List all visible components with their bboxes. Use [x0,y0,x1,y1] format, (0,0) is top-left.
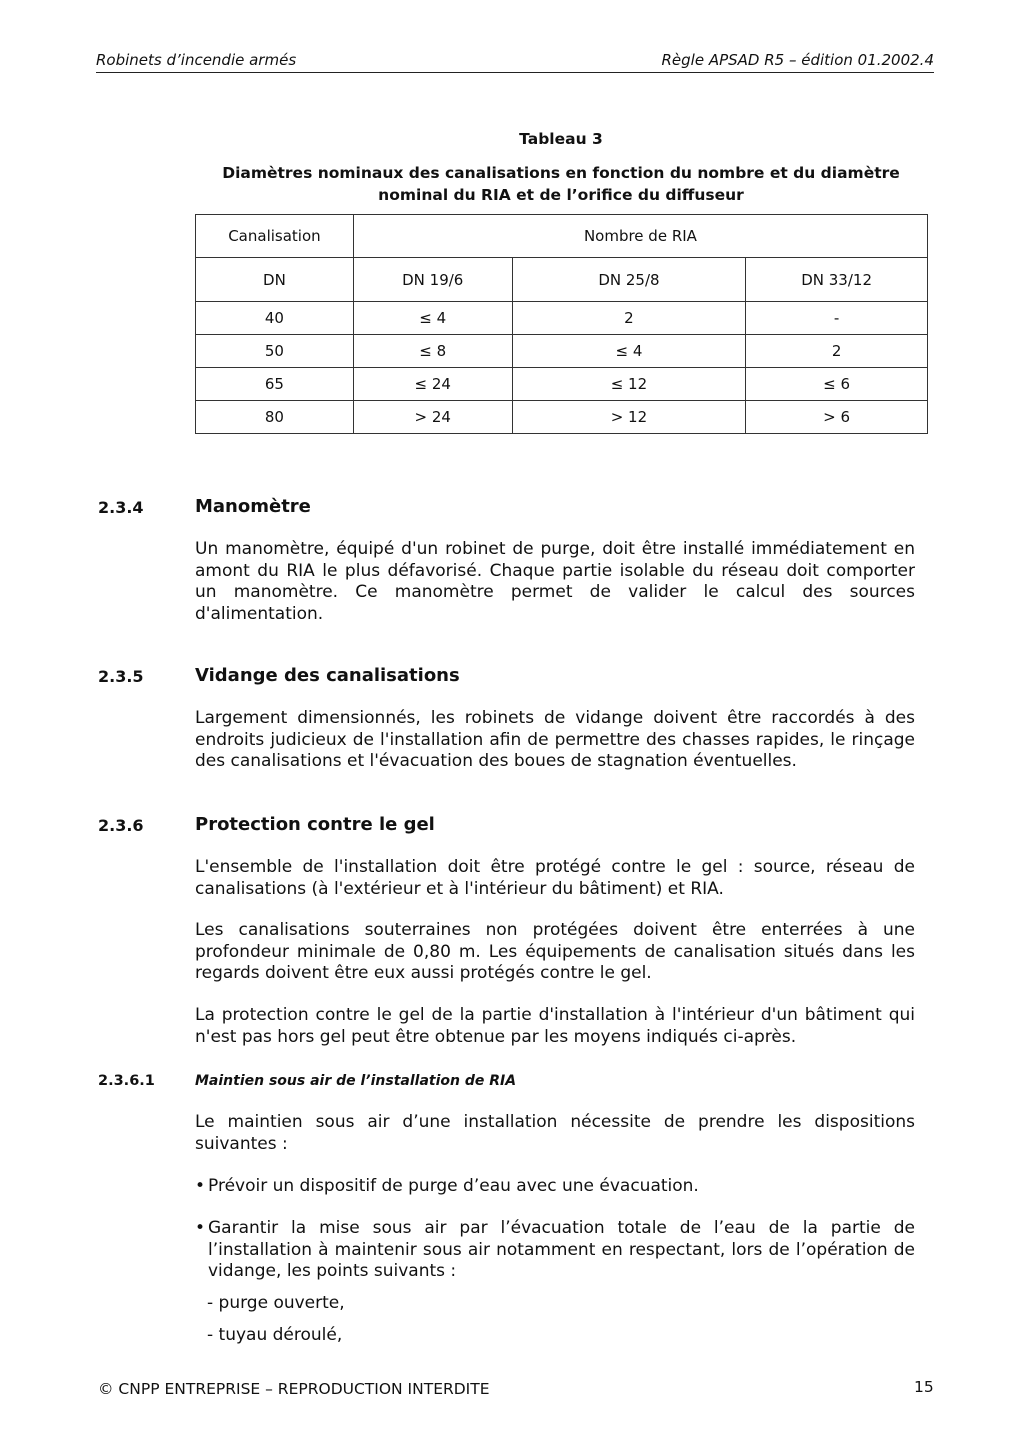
table-row [196,335,928,368]
header-rule [96,72,934,73]
bullet-text: Garantir la mise sous air par l’évacuation totale de l’eau de la partie de l’installation à maintenir sous air notamment en respectant, lors de l’opération de vidange, les points suivants : [208,1218,915,1281]
section-title-vidange: Vidange des canalisations [195,665,460,686]
section-title-protection-gel: Protection contre le gel [195,814,435,835]
subheader-dn-19-6: DN 19/6 [353,258,512,302]
table-cell: ≤ 24 [353,368,512,401]
section-number-2-3-6: 2.3.6 [98,816,144,835]
header-left: Robinets d’incendie armés [96,51,297,69]
bullet-item [195,1176,915,1198]
header-nombre-ria: Nombre de RIA [353,215,927,258]
header-canalisation: Canalisation [196,215,354,258]
subsection-title-maintien-air: Maintien sous air de l’installation de RIA [195,1073,517,1089]
table-cell: 2 [746,335,928,368]
table-title: Tableau 3 [519,130,603,148]
table-cell: ≤ 4 [353,302,512,335]
section-number-2-3-5: 2.3.5 [98,667,144,686]
dash-item-tuyau: - tuyau déroulé, [207,1325,343,1345]
section-number-2-3-4: 2.3.4 [98,498,144,517]
paragraph-manometre: Un manomètre, équipé d'un robinet de purge, doit être installé immédiatement en amont du RIA le plus défavorisé. Chaque partie isolable du réseau doit comporter un manomètre. Ce manomètre permet de valider le calcul des sources d'alimentation. [195,539,915,624]
bullet-dot-icon: • [195,1176,206,1196]
table-cell: ≤ 6 [746,368,928,401]
paragraph-vidange: Largement dimensionnés, les robinets de vidange doivent être raccordés à des endroits judicieux de l'installation afin de permettre des chasses rapides, le rinçage des canalisations et l'évacuation des boues de stagnation éventuelles. [195,708,915,771]
subsection-number-2-3-6-1: 2.3.6.1 [98,1073,155,1089]
paragraph-gel-2: Les canalisations souterraines non protégées doivent être enterrées à une profondeur minimale de 0,80 m. Les équipements de canalisation situés dans les regards doivent être eux aussi protégés contre le gel. [195,920,915,983]
footer-copyright: © CNPP ENTREPRISE – REPRODUCTION INTERDITE [98,1380,490,1398]
table-cell: ≤ 8 [353,335,512,368]
table-header-row [196,215,928,258]
table-cell: 40 [196,302,354,335]
pipe-diameter-table [195,214,928,434]
paragraph-gel-3: La protection contre le gel de la partie d'installation à l'intérieur d'un bâtiment qui n'est pas hors gel peut être obtenue par les moyens indiqués ci-après. [195,1005,915,1047]
table-cell: - [746,302,928,335]
table-cell: ≤ 12 [512,368,746,401]
paragraph-maintien-air: Le maintien sous air d’une installation nécessite de prendre les dispositions suivantes : [195,1112,915,1154]
bullet-item [195,1218,915,1283]
header-right: Règle APSAD R5 – édition 01.2002.4 [661,51,934,69]
bullet-text: Prévoir un dispositif de purge d’eau avec une évacuation. [208,1176,699,1196]
subheader-dn: DN [196,258,354,302]
paragraph-gel-1: L'ensemble de l'installation doit être protégé contre le gel : source, réseau de canalisations (à l'extérieur et à l'intérieur du bâtiment) et RIA. [195,857,915,899]
dash-item-purge: - purge ouverte, [207,1293,345,1313]
subheader-dn-33-12: DN 33/12 [746,258,928,302]
subheader-dn-25-8: DN 25/8 [512,258,746,302]
table-subheader-row [196,258,928,302]
table-cell: 65 [196,368,354,401]
section-title-manometre: Manomètre [195,496,311,517]
table-row [196,302,928,335]
table-caption-line-2: nominal du RIA et de l’orifice du diffuseur [378,186,744,204]
table-cell: > 24 [353,401,512,434]
table-row [196,401,928,434]
page-number: 15 [914,1378,934,1396]
table-cell: ≤ 4 [512,335,746,368]
table-row [196,368,928,401]
table-caption-line-1: Diamètres nominaux des canalisations en fonction du nombre et du diamètre [222,164,900,182]
table-cell: 2 [512,302,746,335]
table-cell: 50 [196,335,354,368]
table-caption [195,162,927,206]
table-cell: > 12 [512,401,746,434]
table-cell: 80 [196,401,354,434]
table-cell: > 6 [746,401,928,434]
bullet-dot-icon: • [195,1218,206,1238]
